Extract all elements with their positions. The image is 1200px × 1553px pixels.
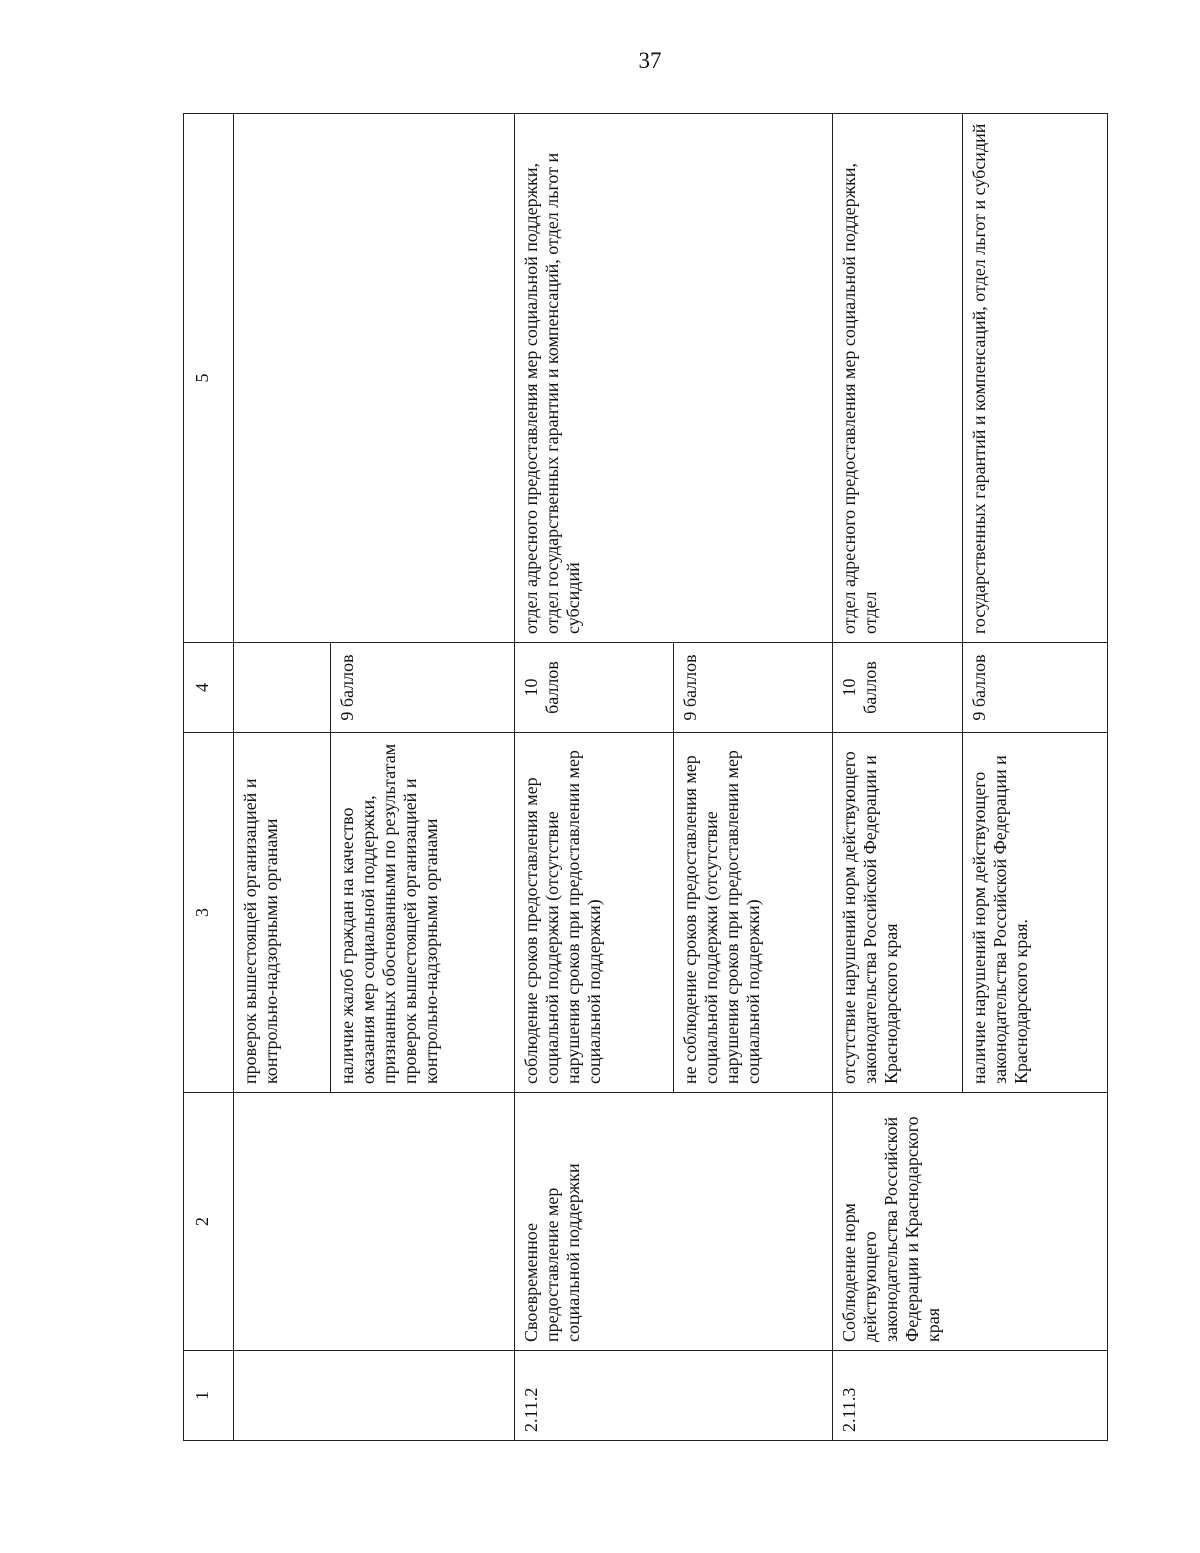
indicator-cell: отсутствие нарушений норм действующего законодательства Российской Федерации и Краснодарского края	[833, 733, 963, 1093]
responsible-cell	[233, 114, 514, 643]
header-cell-1: 1	[184, 1351, 234, 1441]
number-cell: 2.11.2	[514, 1351, 832, 1441]
indicator-cell: соблюдение сроков предоставления мер социальной поддержки (отсутствие нарушения сроков при предоставлении мер социальной поддержки)	[514, 733, 673, 1093]
score-cell	[233, 643, 330, 733]
score-cell: 9 баллов	[963, 643, 1108, 733]
table-row	[233, 114, 330, 1441]
header-cell-5: 5	[184, 114, 234, 643]
number-cell: 2.11.3	[833, 1351, 1108, 1441]
responsible-cell: государственных гарантий и компенсаций, отдел льгот и субсидий	[963, 114, 1108, 643]
table-row	[514, 114, 673, 1441]
criterion-cell: Своевременное предоставление мер социальной поддержки	[514, 1093, 832, 1351]
criterion-cell	[233, 1093, 514, 1351]
indicator-cell: не соблюдение сроков предоставления мер социальной поддержки (отсутствие нарушения сроков при предоставлении мер социальной поддержки)	[674, 733, 833, 1093]
indicator-cell: проверок вышестоящей организацией и контрольно-надзорными органами	[233, 733, 330, 1093]
score-cell: 10 баллов	[833, 643, 963, 733]
criteria-table	[183, 113, 1108, 1441]
responsible-cell: отдел адресного предоставления мер социальной поддержки, отдел государственных гарантии и компенсаций, отдел льгот и субсидий	[514, 114, 832, 643]
number-cell	[233, 1351, 514, 1441]
indicator-cell: наличие жалоб граждан на качество оказания мер социальной поддержки, признанных обоснованными по результатам проверок вышестоящей организацией и контрольно-надзорными органами	[330, 733, 514, 1093]
table-row	[833, 114, 963, 1441]
score-cell: 9 баллов	[330, 643, 514, 733]
table-header-row	[184, 114, 234, 1441]
page-number: 37	[638, 48, 662, 73]
criterion-cell: Соблюдение норм действующего законодательства Российской Федерации и Краснодарского края	[833, 1093, 1108, 1351]
header-cell-3: 3	[184, 733, 234, 1093]
rotated-table-container	[183, 114, 1108, 1441]
score-cell: 9 баллов	[674, 643, 833, 733]
score-cell: 10 баллов	[514, 643, 673, 733]
indicator-cell: наличие нарушений норм действующего законодательства Российской Федерации и Краснодарского края.	[963, 733, 1108, 1093]
responsible-cell: отдел адресного предоставления мер социальной поддержки, отдел	[833, 114, 963, 643]
header-cell-4: 4	[184, 643, 234, 733]
header-cell-2: 2	[184, 1093, 234, 1351]
